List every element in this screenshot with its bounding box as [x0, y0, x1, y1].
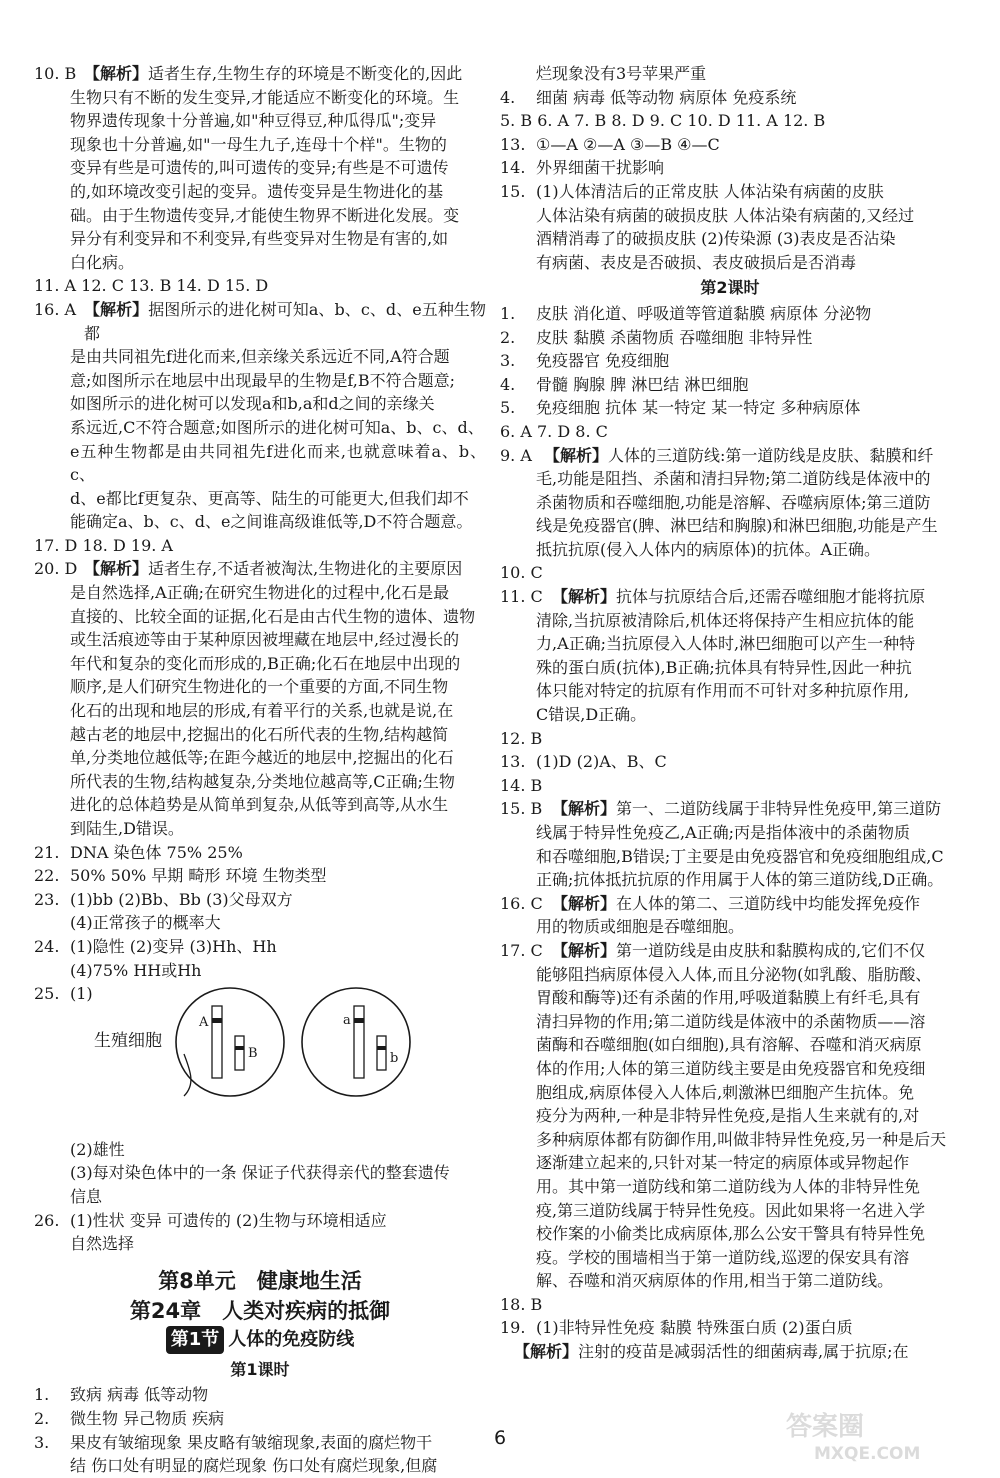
s2-answer-19	[500, 1316, 960, 1340]
answer-number: 4.	[500, 87, 516, 107]
answer-text: 果皮有皱缩现象 果皮略有皱缩现象,表面的腐烂物干	[70, 1432, 433, 1452]
answer-10-cont-3: 变异有些是可遗传的,叫可遗传的变异;有些是不可遗传	[70, 158, 449, 178]
answer-number: 23.	[34, 889, 60, 909]
answer-text: (1)bb (2)Bb、Bb (3)父母双方	[70, 889, 293, 909]
answer-20-cont-10: 到陆生,D错误。	[70, 819, 184, 838]
answer-number: 25.	[34, 984, 60, 1004]
s1-answer-4	[500, 86, 960, 110]
answer-10-cont-6: 异分有利变异和不利变异,有些变异对生物是有害的,如	[70, 229, 449, 249]
s1-answer-15-cont-0: 人体沾染有病菌的破损皮肤 人体沾染有病菌的,又经过	[536, 205, 915, 225]
s2-answer-17-cont-10: 疫,第三道防线属于特异性免疫。因此如果将一名进入学	[536, 1200, 926, 1220]
s2-answer-15	[500, 797, 960, 821]
cell-1	[176, 988, 284, 1096]
s2-answer-16-cont-0: 用的物质或细胞是吞噬细胞。	[536, 917, 745, 937]
answer-text: 免疫细胞 抗体 某一特定 某一特定 多种病原体	[536, 398, 861, 418]
answer-10-cont-1: 物界遗传现象十分普遍,如"种豆得豆,种瓜得瓜";变异	[70, 111, 437, 131]
answer-number: 16. A	[34, 299, 77, 319]
answer-text: 皮肤 黏膜 杀菌物质 吞噬细胞 非特异性	[536, 327, 813, 347]
answer-number: 4.	[500, 374, 516, 394]
s2-answer-12: 12. B	[500, 728, 543, 748]
s2-answer-1	[500, 302, 960, 326]
s2-answer-17-cont-4: 体的作用;人体的第三道防线主要是由免疫器官和免疫细	[536, 1058, 926, 1078]
answer-20-cont-7: 单,分类地位越低等;在距今越近的地层中,挖掘出的化石	[70, 748, 454, 768]
s2-answer-11-cont-3: 体只能对特定的抗原有作用而不可针对多种抗原作用,	[536, 681, 910, 701]
answer-26	[34, 1209, 486, 1233]
analysis-tag: 【解析】	[514, 1342, 579, 1362]
s2-answer-17-cont-9: 用。其中第一道防线和第二道防线为人体的非特异性免	[536, 1176, 921, 1196]
s1-answer-15-cont-2: 有病菌、表皮是否破损、表皮破损后是否消毒	[536, 252, 857, 272]
answer-10-cont-5: 础。由于生物遗传变异,才能使生物界不断进化发展。变	[70, 205, 460, 225]
s2-answer-14: 14. B	[500, 775, 543, 795]
s2-answer-2	[500, 326, 960, 350]
answer-text: 适者生存,不适者被淘汰,生物进化的主要原因	[148, 559, 463, 579]
section-title: 人体的免疫防线	[228, 1328, 355, 1350]
allele-label: A	[199, 1014, 209, 1030]
s2-answer-9-cont-3: 抵抗抗原(侵入人体内的病原体)的抗体。A正确。	[536, 539, 881, 559]
answer-22	[34, 864, 486, 888]
answer-text: 抗体与抗原结合后,还需吞噬细胞才能将抗原	[616, 587, 926, 607]
s2-answer-13	[500, 750, 960, 774]
s2-answer-17-cont-13: 解、吞噬和消灭病原体的作用,相当于第二道防线。	[536, 1271, 894, 1291]
s2-answer-11-cont-4: C错误,D正确。	[536, 705, 647, 725]
answer-25-cont-2: 信息	[70, 1186, 103, 1206]
answer-16-cont-1: 意;如图所示在地层中出现最早的生物是f,B不符合题意;	[70, 370, 455, 390]
answer-16-cont-6: 能确定a、b、c、d、e之间谁高级谁低等,D不符合题意。	[70, 512, 473, 532]
chromosome-long	[212, 1006, 222, 1078]
analysis-tag: 【解析】	[84, 64, 149, 83]
answer-text: 外界细菌干扰影响	[536, 158, 665, 178]
section-badge: 第1节	[166, 1326, 225, 1354]
gene-locus	[235, 1046, 244, 1050]
answer-number: 16. C	[500, 893, 543, 913]
s1-answers-5-12: 5. B 6. A 7. B 8. D 9. C 10. D 11. A 12. B	[500, 111, 826, 131]
answers-11-15: 11. A 12. C 13. B 14. D 15. D	[34, 276, 269, 296]
answer-16-cont-5: d、e都比f更复杂、更高等、陆生的可能更大,但我们却不	[70, 488, 469, 508]
analysis-tag: 【解析】	[552, 893, 617, 913]
answer-text: 据图所示的进化树可知a、b、c、d、e五种生物都	[84, 299, 486, 343]
answer-text: 第一道防线是由皮肤和黏膜构成的,它们不仅	[616, 940, 926, 960]
chromosome-short	[235, 1036, 244, 1070]
answer-number: 5.	[500, 398, 516, 418]
s1-answer-3-cont: 结 伤口处有明显的腐烂现象 伤口处有腐烂现象,但腐	[70, 1456, 438, 1476]
s2-answer-10: 10. C	[500, 563, 543, 583]
answer-number: 1.	[500, 303, 516, 323]
page-number: 6	[493, 1427, 507, 1449]
analysis-tag: 【解析】	[84, 559, 149, 579]
analysis-tag: 【解析】	[544, 445, 609, 465]
answer-text: (1)非特异性免疫 黏膜 特殊蛋白质 (2)蛋白质	[536, 1318, 853, 1338]
s2-answer-9-cont-2: 线是免疫器官(脾、淋巴结和胸腺)和淋巴细胞,功能是产生	[536, 516, 938, 536]
answer-number: 20. D	[34, 559, 78, 579]
watermark-logo	[778, 1405, 978, 1465]
answer-16	[34, 298, 486, 345]
right-column	[500, 62, 960, 1364]
answer-10-cont-0: 生物只有不断的发生变异,才能适应不断变化的环境。生	[70, 87, 460, 107]
session-heading-1: 第1课时	[230, 1359, 290, 1379]
answer-25-cont-1: (3)每对染色体中的一条 保证子代获得亲代的整套遗传	[70, 1163, 450, 1183]
s2-answer-17-cont-7: 多种病原体都有防御作用,叫做非特异性免疫,另一种是后天	[536, 1129, 947, 1149]
answer-23	[34, 888, 486, 912]
s2-answer-9-cont-0: 毛,功能是阻挡、杀菌和清扫异物;第二道防线是体液中的	[536, 469, 931, 489]
s2-answer-17-cont-6: 疫分为两种,一种是非特异性免疫,是指人生来就有的,对	[536, 1106, 920, 1126]
answer-number: 24.	[34, 936, 60, 956]
s2-answer-17-cont-0: 能够阻挡病原体侵入人体,而且分泌物(如乳酸、脂肪酸、	[536, 964, 932, 984]
answer-20-cont-1: 直接的、比较全面的证据,化石是由古代生物的遗体、遗物	[70, 606, 476, 626]
answer-text: (1)	[70, 984, 93, 1004]
s2-answer-11	[500, 585, 960, 609]
answer-text: 在人体的第二、三道防线中均能发挥免疫作	[616, 893, 921, 913]
s2-answer-17-cont-12: 疫。学校的围墙相当于第一道防线,巡逻的保安具有溶	[536, 1247, 910, 1267]
answer-text: 致病 病毒 低等动物	[70, 1385, 209, 1405]
s2-answer-17-cont-5: 胞组成,病原体侵入人体后,刺激淋巴细胞产生抗体。免	[536, 1082, 915, 1102]
answer-10-cont-7: 白化病。	[70, 252, 135, 272]
answer-20-cont-5: 化石的出现和地层的形成,有着平行的关系,也就是说,在	[70, 701, 454, 721]
answer-16-cont-3: 系远近,C不符合题意;如图所示的进化树可知a、b、c、d、	[70, 417, 484, 437]
answer-20-cont-8: 所代表的生物,结构越复杂,分类地位越高等,C正确;生物	[70, 771, 455, 791]
gene-locus	[377, 1046, 386, 1050]
s2-answer-18: 18. B	[500, 1294, 543, 1314]
watermark-text: 答案圈	[786, 1412, 865, 1442]
answer-number: 3.	[500, 351, 516, 371]
s1-answer-14	[500, 156, 960, 180]
answer-text: 适者生存,生物生存的环境是不断变化的,因此	[148, 64, 463, 83]
s2-answer-11-cont-0: 清除,当抗原被清除后,机体还将保持产生相应抗体的能	[536, 610, 915, 630]
answer-20	[34, 557, 486, 581]
answer-text: 细菌 病毒 低等动物 病原体 免疫系统	[536, 87, 797, 107]
session-heading-2: 第2课时	[700, 278, 760, 298]
watermark-url: MXQE.COM	[814, 1444, 921, 1464]
answer-number: 2.	[34, 1408, 50, 1428]
s2-answer-15-cont-0: 线属于特异性免疫乙,A正确;丙是指体液中的杀菌物质	[536, 823, 911, 842]
answer-text: 50% 50% 早期 畸形 环境 生物类型	[70, 866, 327, 886]
answer-number: 2.	[500, 327, 516, 347]
allele-label: B	[248, 1045, 258, 1061]
answer-text: 微生物 异己物质 疾病	[70, 1408, 225, 1428]
analysis-tag: 【解析】	[552, 587, 617, 607]
germ-cell-figure	[34, 1006, 486, 1138]
s2-answer-17-cont-2: 清扫异物的作用;第二道防线是体液中的杀菌物质——溶	[536, 1011, 926, 1031]
s2-answer-17-cont-1: 胃酸和酶等)还有杀菌的作用,呼吸道黏膜上有纤毛,具有	[536, 988, 921, 1008]
answer-text: 人体的三道防线:第一道防线是皮肤、黏膜和纤	[608, 445, 934, 465]
s2-answer-9-cont-1: 杀菌物质和吞噬细胞,功能是溶解、吞噬病原体;第三道防	[536, 492, 931, 512]
answer-25-cont-0: (2)雄性	[70, 1139, 125, 1159]
answer-number: 3.	[34, 1432, 50, 1452]
answer-number: 26.	[34, 1210, 60, 1230]
s1-answer-15-cont-1: 酒精消毒了的破损皮肤 (2)传染源 (3)表皮是否沾染	[536, 229, 896, 249]
analysis-tag: 【解析】	[84, 299, 149, 319]
answer-16-cont-0: 是由共同祖先f进化而来,但亲缘关系远近不同,A符合题	[70, 347, 450, 367]
answer-text: (1)人体清洁后的正常皮肤 人体沾染有病菌的皮肤	[536, 181, 884, 201]
answer-text: 免疫器官 免疫细胞	[536, 351, 670, 371]
answer-number: 22.	[34, 866, 60, 886]
answer-10	[34, 62, 486, 86]
answer-21	[34, 841, 486, 865]
allele-label: a	[343, 1012, 351, 1028]
section-heading	[34, 1326, 486, 1354]
gene-locus	[212, 1018, 222, 1023]
chromosome-short	[377, 1036, 386, 1070]
s2-answer-3	[500, 349, 960, 373]
answer-24-cont: (4)75% HH或Hh	[70, 960, 202, 980]
answer-24	[34, 935, 486, 959]
answer-20-cont-3: 年代和复杂的变化而形成的,B正确;化石在地层中出现的	[70, 653, 461, 673]
unit-heading: 第8单元 健康地生活	[158, 1268, 362, 1293]
answer-20-cont-4: 顺序,是人们研究生物进化的一个重要的方面,不同生物	[70, 677, 449, 697]
s2-answer-5	[500, 396, 960, 420]
figure-label: 生殖细胞	[94, 1030, 162, 1051]
answer-number: 1.	[34, 1385, 50, 1405]
answer-number: 21.	[34, 842, 60, 862]
answer-16-cont-4: e五种生物都是由共同祖先f进化而来,也就意味着a、b、c、	[70, 441, 486, 485]
s2-answer-17-cont-11: 校作案的小偷类比成病原体,那么公安干警具有特异性免	[536, 1224, 926, 1244]
s2-answer-15-cont-2: 正确;抗体抵抗抗原的作用属于人体的第三道防线,D正确。	[536, 870, 944, 890]
left-column	[34, 62, 486, 1478]
answer-text: 骨髓 胸腺 脾 淋巴结 淋巴细胞	[536, 374, 749, 394]
s2-answer-17-cont-3: 菌酶和吞噬细胞(如白细胞),具有溶解、吞噬和消灭病原	[536, 1035, 922, 1055]
analysis-tag: 【解析】	[552, 940, 617, 960]
answer-text: (1)D (2)A、B、C	[536, 752, 667, 772]
germ-cell-diagram	[34, 984, 486, 1116]
answer-20-cont-9: 进化的总体趋势是从简单到复杂,从低等到高等,从水生	[70, 795, 449, 815]
answer-number: 9. A	[500, 445, 532, 465]
s1-answer-15	[500, 180, 960, 204]
answer-number: 13.	[500, 752, 526, 772]
answer-text: DNA 染色体 75% 25%	[70, 842, 243, 862]
s1-answer-1	[34, 1383, 486, 1407]
s2-answer-17	[500, 939, 960, 963]
s1-answer-3-cont-end: 烂现象没有3号苹果严重	[536, 64, 707, 83]
allele-label: b	[390, 1050, 399, 1066]
chapter-heading: 第24章 人类对疾病的抵御	[129, 1298, 391, 1323]
answer-text: 皮肤 消化道、呼吸道等管道黏膜 病原体 分泌物	[536, 303, 872, 323]
answers-17-19: 17. D 18. D 19. A	[34, 535, 173, 555]
s2-answer-11-cont-1: 力,A正确;当抗原侵入人体时,淋巴细胞可以产生一种特	[536, 634, 916, 654]
answer-text: (1)隐性 (2)变异 (3)Hh、Hh	[70, 936, 277, 956]
answer-number: 10. B	[34, 64, 77, 83]
s2-answer-19-analysis	[500, 1340, 960, 1364]
gene-locus	[354, 1018, 364, 1023]
answer-number: 14.	[500, 158, 526, 178]
s2-answer-11-cont-2: 殊的蛋白质(抗体),B正确;抗体具有特异性,因此一种抗	[536, 657, 912, 677]
answer-10-cont-4: 的,如环境改变引起的变异。遗传变异是生物进化的基	[70, 181, 444, 201]
answer-number: 13.	[500, 134, 526, 154]
answer-16-cont-2: 如图所示的进化树可以发现a和b,a和d之间的亲缘关	[70, 394, 435, 414]
s2-answer-17-cont-8: 逐渐建立起来的,只针对某一特定的病原体或异物起作	[536, 1153, 910, 1173]
s2-answer-4	[500, 373, 960, 397]
chromosome-long	[354, 1006, 364, 1078]
answer-number: 19.	[500, 1318, 526, 1338]
s2-answer-16	[500, 892, 960, 916]
s2-answers-6-8: 6. A 7. D 8. C	[500, 421, 608, 441]
answer-26-cont: 自然选择	[70, 1234, 135, 1254]
answer-number: 11. C	[500, 587, 543, 607]
answer-20-cont-0: 是自然选择,A正确;在研究生物进化的过程中,化石是最	[70, 583, 450, 603]
analysis-tag: 【解析】	[552, 799, 617, 819]
s2-answer-9	[500, 444, 960, 468]
answer-text: 注射的疫苗是减弱活性的细菌病毒,属于抗原;在	[578, 1342, 909, 1362]
answer-number: 17. C	[500, 940, 543, 960]
answer-text: 第一、二道防线属于非特异性免疫甲,第三道防	[616, 799, 942, 819]
answer-20-cont-6: 越古老的地层中,挖掘出的化石所代表的生物,结构越简	[70, 724, 449, 744]
answer-text: (1)性状 变异 可遗传的 (2)生物与环境相适应	[70, 1210, 387, 1230]
answer-20-cont-2: 或生活痕迹等由于某种原因被埋藏在地层中,经过漫长的	[70, 630, 460, 650]
answer-10-cont-2: 现象也十分普遍,如"一母生九子,连母十个样"。生物的	[70, 134, 447, 154]
s1-answer-13	[500, 133, 960, 157]
answer-23-cont: (4)正常孩子的概率大	[70, 913, 221, 933]
s2-answer-15-cont-1: 和吞噬细胞,B错误;丁主要是由免疫器官和免疫细胞组成,C	[536, 846, 944, 866]
answer-text: ①—A ②—A ③—B ④—C	[536, 134, 720, 154]
answer-number: 15.	[500, 181, 526, 201]
answer-number: 15. B	[500, 799, 543, 819]
